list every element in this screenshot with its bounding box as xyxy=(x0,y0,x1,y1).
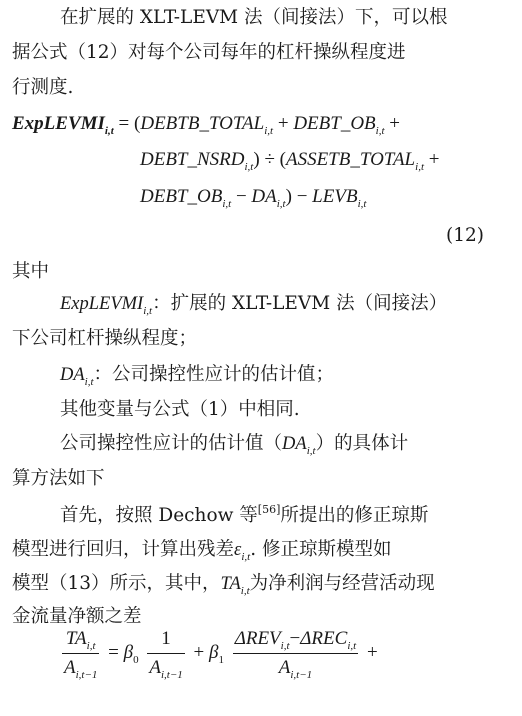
formula-12-term-1: DEBTB_TOTAL xyxy=(140,113,265,134)
formula-13-delta-rec: ΔREC xyxy=(300,628,348,649)
formula-13-den-2-sub: i,t−1 xyxy=(160,669,183,681)
formula-12-term-1-sub: i,t xyxy=(264,125,274,137)
paragraph-1-line-1: 在扩展的 XLT-LEVM 法（间接法）下，可以根 xyxy=(60,7,448,28)
formula-12-open-paren-2: ( xyxy=(279,149,286,170)
ta-variable: TA xyxy=(220,574,241,594)
definition-1-text: ：扩展的 XLT-LEVM 法（间接法） xyxy=(152,293,448,314)
formula-12-number: (12) xyxy=(446,225,484,246)
formula-12-equals: = xyxy=(118,113,130,134)
paragraph-1-line-2: 据公式（12）对每个公司每年的杠杆操纵程度进 xyxy=(12,42,406,63)
definition-2-variable: DA xyxy=(60,365,85,385)
paragraph-2-text-a: 公司操控性应计的估计值（ xyxy=(60,433,283,454)
formula-13-den-1-sub: i,t−1 xyxy=(75,669,98,681)
beta-1: β xyxy=(208,641,219,663)
formula-13-num-2: 1 xyxy=(147,628,184,654)
formula-13-fraction-2 xyxy=(147,628,184,679)
where-label: 其中 xyxy=(12,261,50,282)
formula-12-term-4: ASSETB_TOTAL xyxy=(285,149,416,170)
formula-13-fraction-1 xyxy=(62,628,99,679)
paragraph-3-text-b: 所提出的修正琼斯 xyxy=(280,505,429,526)
paragraph-2-line-2: 算方法如下 xyxy=(12,468,105,489)
paragraph-3-text-e: 模型（13）所示，其中， xyxy=(12,573,221,594)
formula-13-num-1-sub: i,t xyxy=(86,640,96,652)
formula-12-term-6-sub: i,t xyxy=(276,198,286,210)
definition-3: 其他变量与公式（1）中相同. xyxy=(60,399,300,420)
formula-12-term-5: DEBT_OB xyxy=(140,186,223,207)
formula-12-plus-3: + xyxy=(428,149,440,170)
formula-13-delta-rev-sub: i,t xyxy=(280,640,290,652)
paragraph-3-text-a: 首先，按照 Dechow 等 xyxy=(60,505,258,526)
formula-13-delta-rec-sub: i,t xyxy=(347,640,357,652)
formula-12-plus-1: + xyxy=(277,113,289,134)
paragraph-3-text-c: 模型进行回归，计算出残差 xyxy=(12,539,235,560)
beta-1-sub: 1 xyxy=(218,653,224,666)
formula-12-term-3-sub: i,t xyxy=(244,161,254,173)
formula-13-den-3-sub: i,t−1 xyxy=(290,669,313,681)
formula-12-term-2-sub: i,t xyxy=(375,125,385,137)
formula-12-lhs-sub: i,t xyxy=(104,125,114,137)
paragraph-2-variable-sub: i,t xyxy=(306,445,316,457)
formula-13-fraction-3 xyxy=(233,628,359,679)
formula-13-den-2: A xyxy=(149,657,161,678)
formula-12-plus-2: + xyxy=(389,113,400,134)
formula-13-plus-2: + xyxy=(366,641,378,663)
beta-0: β xyxy=(123,641,134,663)
definition-1-variable: ExpLEVMI xyxy=(60,294,144,314)
formula-12-lhs: ExpLEVMI xyxy=(12,113,105,134)
formula-12-line-3 xyxy=(140,187,366,208)
residual-epsilon-sub: i,t xyxy=(241,551,251,563)
formula-13-den-3: A xyxy=(278,657,291,678)
formula-12-term-5-sub: i,t xyxy=(222,198,232,210)
formula-12-term-4-sub: i,t xyxy=(415,161,425,173)
definition-1-variable-sub: i,t xyxy=(143,305,153,317)
formula-12-term-3: DEBT_NSRD xyxy=(140,149,245,170)
formula-12-term-6: DA xyxy=(251,186,277,207)
formula-13-num-minus: − xyxy=(289,628,301,649)
formula-12-close-paren-2: ) xyxy=(285,186,292,207)
citation-marker[interactable]: [56] xyxy=(257,503,281,516)
paragraph-2-text-b: ）的具体计 xyxy=(315,433,409,454)
residual-epsilon: ε xyxy=(234,540,242,560)
formula-13 xyxy=(58,628,378,679)
formula-13-num-1: TA xyxy=(65,628,87,649)
paragraph-3-text-d: . 修正琼斯模型如 xyxy=(250,539,392,560)
formula-13-plus-1: + xyxy=(193,641,205,663)
formula-12-line-2 xyxy=(140,150,439,171)
beta-0-sub: 0 xyxy=(133,653,139,666)
formula-12-term-2: DEBT_OB xyxy=(293,113,376,134)
paragraph-3-line-4: 金流量净额之差 xyxy=(12,606,142,627)
definition-2-text: ：公司操控性应计的估计值； xyxy=(93,364,335,385)
formula-13-equals: = xyxy=(108,641,119,663)
formula-13-den-1: A xyxy=(64,657,76,678)
definition-2-variable-sub: i,t xyxy=(84,376,94,388)
paragraph-3-text-f: 为净利润与经营活动现 xyxy=(249,573,435,594)
paragraph-1-line-3: 行测度. xyxy=(12,77,74,98)
formula-12-term-7-sub: i,t xyxy=(357,198,367,210)
formula-12-close-paren-1: ) xyxy=(253,149,260,170)
paragraph-3-line-2 xyxy=(12,539,392,563)
paragraph-2-variable: DA xyxy=(282,434,307,454)
formula-12-divide: ÷ xyxy=(264,149,275,170)
formula-12-open-paren-1: ( xyxy=(134,113,141,134)
formula-12-line-1 xyxy=(12,114,400,135)
paragraph-3-line-3 xyxy=(12,573,435,597)
definition-1-line-1 xyxy=(60,293,448,317)
formula-12-minus-2: − xyxy=(296,186,308,207)
formula-13-delta-rev: ΔREV xyxy=(234,628,281,649)
definition-2 xyxy=(60,364,335,388)
formula-12-minus-1: − xyxy=(235,186,247,207)
definition-1-line-2: 下公司杠杆操纵程度； xyxy=(12,328,198,349)
formula-12-term-7: LEVB xyxy=(312,186,358,207)
paragraph-2-line-1 xyxy=(60,433,409,457)
ta-variable-sub: i,t xyxy=(240,585,250,597)
paragraph-3-line-1 xyxy=(60,503,429,526)
